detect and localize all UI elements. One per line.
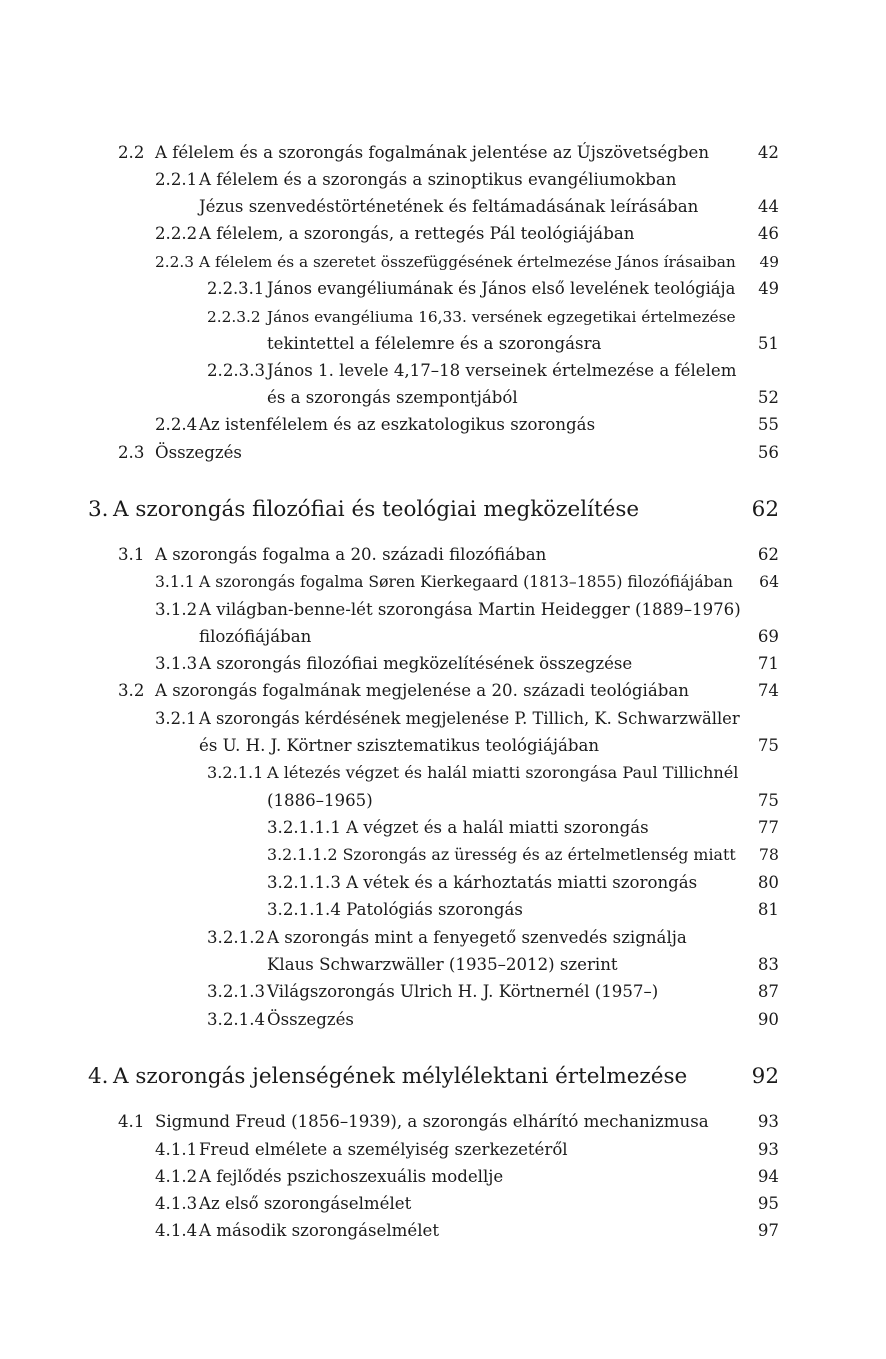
toc-chapter-line [0,493,886,527]
toc-page-number: 92 [751,1064,779,1089]
toc-entry-title: Összegzés [155,443,242,462]
toc-chapter-line [0,1060,886,1094]
toc-entry-title: Világszorongás Ulrich H. J. Körtnernél (1957–) [267,982,659,1001]
toc-page-number: 81 [757,900,779,919]
toc-entry-title: Összegzés [267,1010,354,1029]
toc-entry-number: 3.2 [118,681,145,700]
toc-entry-title: A szorongás filozófiai megközelítésének összegzése [199,654,633,673]
toc-entry-line [0,568,886,596]
toc-page-number: 51 [757,334,779,353]
toc-page-number: 83 [757,955,779,974]
toc-entry-title: János evangéliumának és János első levelének teológiája [267,279,736,298]
toc-entry-title: A félelem és a szeretet összefüggésének értelmezése János írásaiban [199,253,736,271]
toc-entry-line [0,814,886,842]
toc-entry-title: és U. H. J. Körtner szisztematikus teológiájában [199,736,600,755]
toc-entry-number: 2.2.2 [155,224,198,243]
toc-page-number: 95 [757,1194,779,1213]
toc-entry-number: 3.2.1.1 [207,763,264,782]
toc-entry-line [0,623,886,651]
toc-page-number: 55 [757,415,779,434]
toc-entry-title: Freud elmélete a személyiség szerkezetéről [199,1140,568,1159]
toc-entry-line [0,303,886,331]
toc-entry-title: filozófiájában [199,627,312,646]
toc-entry-number: 3.1.1 [155,573,195,591]
toc-page-number: 62 [757,545,779,564]
toc-entry-title: János 1. levele 4,17–18 verseinek értelmezése a félelem [267,361,737,380]
toc-entry-line [0,705,886,733]
toc-entry-line [0,248,886,276]
toc-entry-line [0,541,886,569]
toc-entry-line [0,1108,886,1136]
toc-entry-line [0,951,886,979]
toc-entry-line [0,978,886,1006]
toc-entry-title: A szorongás jelenségének mélylélektani értelmezése [113,1064,688,1089]
toc-entry-line [0,1163,886,1191]
toc-entry-number: 4. [88,1064,109,1089]
toc-page-number: 49 [758,279,779,298]
toc-page-number: 71 [757,654,779,673]
toc-entry-title: és a szorongás szempontjából [267,388,518,407]
toc-entry-number: 3.2.1.4 [207,1010,266,1029]
toc-entry-line [0,1190,886,1218]
toc-entry-title: 3.2.1.1.4 Patológiás szorongás [267,900,523,919]
toc-entry-line [0,139,886,167]
toc-entry-line [0,596,886,624]
toc-entry-number: 3.2.1.2 [207,928,266,947]
toc-entry-number: 4.1.1 [155,1140,198,1159]
toc-entry-title: A fejlődés pszichoszexuális modellje [199,1167,504,1186]
toc-entry-number: 2.3 [118,443,145,462]
toc-page-number: 56 [757,443,779,462]
toc-entry-line [0,869,886,897]
toc-page-number: 77 [757,818,779,837]
toc-page-number: 74 [757,681,779,700]
toc-entry-line [0,841,886,869]
toc-page-number: 78 [758,845,779,864]
toc-page-number: 64 [759,573,779,591]
toc-entry-title: (1886–1965) [267,791,373,810]
toc-entry-title: Az első szorongáselmélet [199,1194,412,1213]
toc-entry-line [0,924,886,952]
toc-entry-number: 2.2.4 [155,415,198,434]
toc-entry-number: 2.2.3.2 [207,308,261,326]
toc-entry-line [0,330,886,358]
toc-page-number: 75 [757,736,779,755]
toc-entry-title: A félelem és a szorongás fogalmának jelentése az Újszövetségben [155,143,710,162]
toc-page-number: 97 [757,1221,779,1240]
toc-entry-title: A félelem és a szorongás a szinoptikus evangéliumokban [199,170,677,189]
toc-page-number: 62 [751,497,779,522]
toc-page-number: 49 [759,253,779,271]
toc-entry-title: A szorongás mint a fenyegető szenvedés szignálja [267,928,687,947]
toc-entry-title: A félelem, a szorongás, a rettegés Pál teológiájában [199,224,635,243]
toc-page-number: 69 [757,627,779,646]
toc-page-number: 93 [757,1140,779,1159]
toc-entry-title: A második szorongáselmélet [199,1221,440,1240]
toc-page-number: 52 [757,388,779,407]
toc-page-number: 44 [757,197,779,216]
toc-entry-line [0,1136,886,1164]
toc-entry-title: A szorongás fogalmának megjelenése a 20. századi teológiában [155,681,689,700]
toc-entry-title: A világban-benne-lét szorongása Martin Heidegger (1889–1976) [199,600,741,619]
toc-entry-number: 3. [88,497,109,522]
toc-entry-title: Klaus Schwarzwäller (1935–2012) szerint [267,955,618,974]
toc-entry-line [0,650,886,678]
toc-entry-number: 3.1 [118,545,145,564]
toc-entry-number: 3.2.1.3 [207,982,266,1001]
toc-entry-line [0,384,886,412]
toc-page-number: 87 [757,982,779,1001]
toc-entry-number: 2.2.1 [155,170,198,189]
toc-entry-number: 3.2.1 [155,709,197,728]
toc-entry-number: 2.2.3.3 [207,361,266,380]
toc-entry-line [0,677,886,705]
toc-entry-number: 4.1.2 [155,1167,198,1186]
toc-entry-line [0,439,886,467]
toc-entry-number: 2.2.3.1 [207,279,265,298]
toc-entry-number: 2.2 [118,143,145,162]
toc-entry-line [0,193,886,221]
toc-page-number: 75 [757,791,779,810]
toc-entry-number: 4.1 [118,1112,145,1131]
toc-entry-title: A szorongás kérdésének megjelenése P. Tillich, K. Schwarzwäller [199,709,740,728]
toc-entry-title: Sigmund Freud (1856–1939), a szorongás elhárító mechanizmusa [155,1112,709,1131]
toc-page-number: 80 [757,873,779,892]
toc-page-number: 46 [757,224,779,243]
toc-entry-title: A szorongás filozófiai és teológiai megközelítése [113,497,640,522]
toc-entry-line [0,759,886,787]
toc-entry-line [0,357,886,385]
toc-entry-number: 4.1.3 [155,1194,198,1213]
toc-entry-title: 3.2.1.1.2 Szorongás az üresség és az értelmetlenség miatt [267,845,736,864]
toc-page-number: 93 [757,1112,779,1131]
toc-entry-line [0,275,886,303]
toc-entry-title: 3.2.1.1.3 A vétek és a kárhoztatás miatti szorongás [267,873,698,892]
toc-entry-title: Az istenfélelem és az eszkatologikus szorongás [199,415,596,434]
toc-page-number: 94 [757,1167,779,1186]
toc-entry-number: 3.1.2 [155,600,198,619]
toc-entry-number: 2.2.3 [155,253,195,271]
toc-entry-number: 4.1.4 [155,1221,198,1240]
toc-entry-title: 3.2.1.1.1 A végzet és a halál miatti szorongás [267,818,649,837]
toc-entry-line [0,166,886,194]
toc-entry-title: Jézus szenvedéstörténetének és feltámadásának leírásában [199,197,699,216]
toc-entry-line [0,411,886,439]
toc-entry-title: tekintettel a félelemre és a szorongásra [267,334,602,353]
toc-entry-line [0,896,886,924]
toc-entry-line [0,732,886,760]
toc-page-number: 42 [757,143,779,162]
toc-page-number: 90 [757,1010,779,1029]
toc-entry-line [0,220,886,248]
toc-entry-title: A szorongás fogalma Søren Kierkegaard (1813–1855) filozófiájában [199,573,733,591]
toc-entry-title: A szorongás fogalma a 20. századi filozófiában [155,545,547,564]
toc-entry-line [0,1006,886,1034]
toc-entry-title: A létezés végzet és halál miatti szorongása Paul Tillichnél [267,763,739,782]
toc-entry-number: 3.1.3 [155,654,198,673]
toc-entry-line [0,787,886,815]
toc-entry-title: János evangéliuma 16,33. versének egzegetikai értelmezése [267,308,736,326]
toc-entry-line [0,1217,886,1245]
